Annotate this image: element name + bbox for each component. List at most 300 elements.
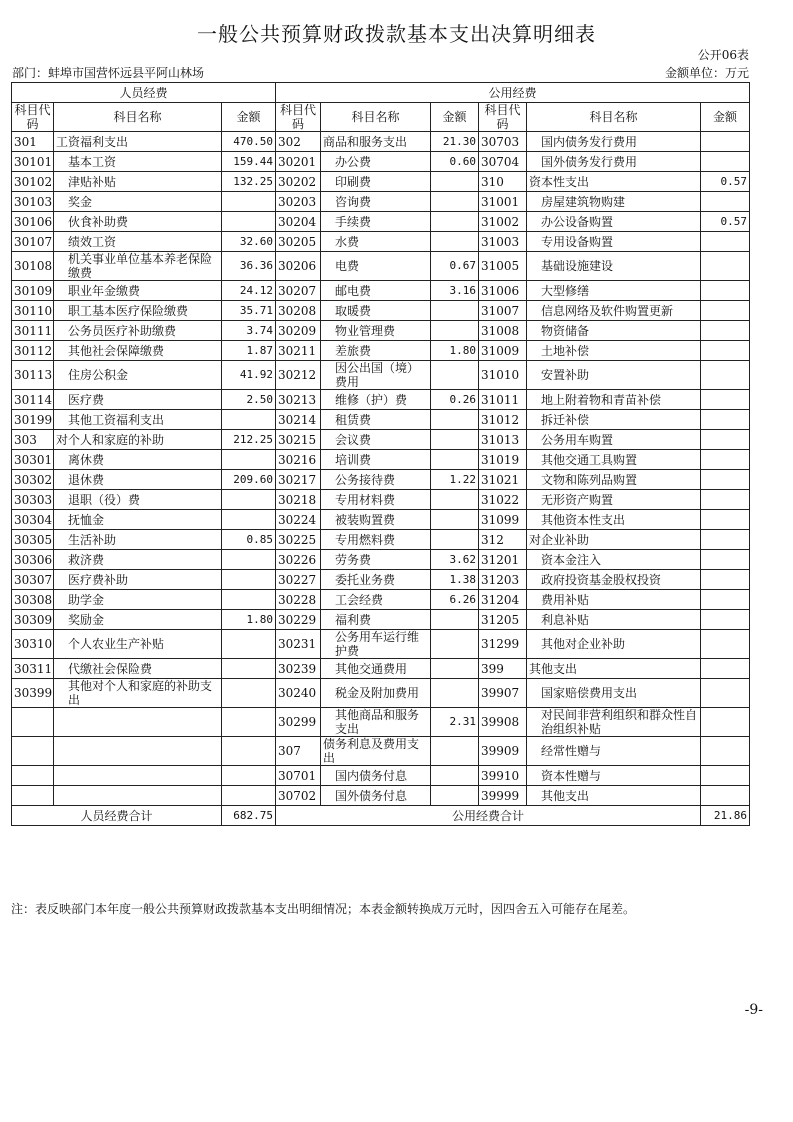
header-code: 科目代码 [276, 103, 321, 132]
row-code: 30213 [276, 390, 321, 410]
row-name: 租赁费 [321, 410, 431, 430]
row-amount [431, 361, 479, 390]
row-amount [431, 301, 479, 321]
row-code: 312 [479, 530, 527, 550]
row-name: 其他工资福利支出 [54, 410, 222, 430]
row-code: 301 [12, 132, 54, 152]
row-name: 培训费 [321, 450, 431, 470]
row-name: 抚恤金 [54, 510, 222, 530]
table-row [12, 659, 750, 679]
total-personnel-label: 人员经费合计 [12, 806, 222, 826]
row-name [54, 786, 222, 806]
table-row [12, 301, 750, 321]
row-name: 伙食补助费 [54, 212, 222, 232]
table-row [12, 152, 750, 172]
header-code: 科目代码 [479, 103, 527, 132]
table-number: 公开06表 [697, 48, 749, 62]
row-code: 30112 [12, 341, 54, 361]
table-row [12, 550, 750, 570]
row-code: 31006 [479, 281, 527, 301]
row-amount [431, 450, 479, 470]
section-public: 公用经费 [276, 83, 750, 103]
row-name: 政府投资基金股权投资 [527, 570, 701, 590]
row-amount [701, 530, 750, 550]
row-name: 商品和服务支出 [321, 132, 431, 152]
row-name: 办公设备购置 [527, 212, 701, 232]
page-title: 一般公共预算财政拨款基本支出决算明细表 [197, 22, 596, 46]
row-code: 30228 [276, 590, 321, 610]
table-row [12, 252, 750, 281]
row-name: 被装购置费 [321, 510, 431, 530]
row-code: 30226 [276, 550, 321, 570]
total-public-amount: 21.86 [701, 806, 750, 826]
row-name: 职工基本医疗保险缴费 [54, 301, 222, 321]
row-name: 机关事业单位基本养老保险缴费 [54, 252, 222, 281]
row-amount [222, 570, 276, 590]
row-amount: 3.74 [222, 321, 276, 341]
row-name: 水费 [321, 232, 431, 252]
row-name: 职业年金缴费 [54, 281, 222, 301]
row-name [54, 737, 222, 766]
row-name: 对企业补助 [527, 530, 701, 550]
row-code: 30227 [276, 570, 321, 590]
section-personnel: 人员经费 [12, 83, 276, 103]
total-personnel-amount: 682.75 [222, 806, 276, 826]
row-amount [701, 766, 750, 786]
row-amount [222, 766, 276, 786]
row-amount [701, 361, 750, 390]
row-code: 30201 [276, 152, 321, 172]
row-code: 30113 [12, 361, 54, 390]
row-name: 会议费 [321, 430, 431, 450]
row-name: 住房公积金 [54, 361, 222, 390]
table-row [12, 192, 750, 212]
row-amount [701, 510, 750, 530]
row-amount [222, 708, 276, 737]
row-code: 30701 [276, 766, 321, 786]
table-row [12, 430, 750, 450]
row-amount: 21.30 [431, 132, 479, 152]
row-amount [222, 630, 276, 659]
row-code: 30218 [276, 490, 321, 510]
row-code: 30108 [12, 252, 54, 281]
row-code: 30212 [276, 361, 321, 390]
row-code: 31008 [479, 321, 527, 341]
table-row [12, 590, 750, 610]
row-code: 30309 [12, 610, 54, 630]
row-code: 30205 [276, 232, 321, 252]
table-row [12, 321, 750, 341]
row-code: 31010 [479, 361, 527, 390]
row-code: 31099 [479, 510, 527, 530]
row-name: 取暖费 [321, 301, 431, 321]
table-row [12, 570, 750, 590]
row-amount: 3.16 [431, 281, 479, 301]
row-name: 离休费 [54, 450, 222, 470]
row-code: 30310 [12, 630, 54, 659]
row-name: 资本性支出 [527, 172, 701, 192]
row-code: 303 [12, 430, 54, 450]
row-name: 其他支出 [527, 786, 701, 806]
row-amount [701, 659, 750, 679]
row-amount [431, 510, 479, 530]
row-name [54, 708, 222, 737]
row-code: 30109 [12, 281, 54, 301]
row-amount [701, 708, 750, 737]
row-code: 30217 [276, 470, 321, 490]
row-code: 30110 [12, 301, 54, 321]
row-code: 30702 [276, 786, 321, 806]
department-label: 部门：蚌埠市国营怀远县平阿山林场 [12, 66, 205, 80]
table-row [12, 737, 750, 766]
row-amount: 2.50 [222, 390, 276, 410]
row-amount: 132.25 [222, 172, 276, 192]
table-body [12, 132, 750, 806]
row-amount [222, 212, 276, 232]
row-amount: 212.25 [222, 430, 276, 450]
table-row [12, 390, 750, 410]
row-amount [701, 450, 750, 470]
row-amount [431, 766, 479, 786]
row-name: 国外债务付息 [321, 786, 431, 806]
row-amount: 1.87 [222, 341, 276, 361]
row-amount: 209.60 [222, 470, 276, 490]
row-name: 专用燃料费 [321, 530, 431, 550]
row-amount [701, 390, 750, 410]
row-code: 30307 [12, 570, 54, 590]
row-name: 其他对个人和家庭的补助支出 [54, 679, 222, 708]
row-amount [431, 212, 479, 232]
row-code: 39910 [479, 766, 527, 786]
row-code: 39907 [479, 679, 527, 708]
row-name: 福利费 [321, 610, 431, 630]
row-name: 医疗费补助 [54, 570, 222, 590]
row-name: 国内债务付息 [321, 766, 431, 786]
row-code: 31022 [479, 490, 527, 510]
row-name: 其他交通工具购置 [527, 450, 701, 470]
row-amount: 0.26 [431, 390, 479, 410]
row-amount: 470.50 [222, 132, 276, 152]
table-row [12, 630, 750, 659]
row-code: 31012 [479, 410, 527, 430]
row-name: 手续费 [321, 212, 431, 232]
row-name: 其他对企业补助 [527, 630, 701, 659]
row-amount [431, 786, 479, 806]
row-code: 31007 [479, 301, 527, 321]
row-amount [222, 659, 276, 679]
row-code: 30303 [12, 490, 54, 510]
row-name: 专用材料费 [321, 490, 431, 510]
table-row [12, 361, 750, 390]
row-code: 31001 [479, 192, 527, 212]
row-name: 绩效工资 [54, 232, 222, 252]
row-code: 30239 [276, 659, 321, 679]
row-amount [431, 630, 479, 659]
row-amount: 6.26 [431, 590, 479, 610]
row-amount [431, 659, 479, 679]
row-code: 30207 [276, 281, 321, 301]
row-name: 国内债务发行费用 [527, 132, 701, 152]
row-name: 办公费 [321, 152, 431, 172]
row-name: 退休费 [54, 470, 222, 490]
header-amount: 金额 [701, 103, 750, 132]
row-amount [431, 430, 479, 450]
row-name: 公务接待费 [321, 470, 431, 490]
table-row [12, 490, 750, 510]
row-code: 39999 [479, 786, 527, 806]
row-amount: 159.44 [222, 152, 276, 172]
row-code: 30111 [12, 321, 54, 341]
row-name: 房屋建筑物购建 [527, 192, 701, 212]
row-name: 地上附着物和青苗补偿 [527, 390, 701, 410]
row-name: 对民间非营利组织和群众性自治组织补贴 [527, 708, 701, 737]
table-row [12, 132, 750, 152]
row-amount [222, 737, 276, 766]
row-amount [701, 786, 750, 806]
row-code [12, 708, 54, 737]
row-amount [222, 590, 276, 610]
row-amount [222, 450, 276, 470]
row-code: 30399 [12, 679, 54, 708]
row-name: 津贴补贴 [54, 172, 222, 192]
row-name: 文物和陈列品购置 [527, 470, 701, 490]
row-amount [431, 410, 479, 430]
table-row [12, 766, 750, 786]
row-code: 30203 [276, 192, 321, 212]
row-code: 31019 [479, 450, 527, 470]
row-code: 30299 [276, 708, 321, 737]
row-code [12, 737, 54, 766]
row-code: 31204 [479, 590, 527, 610]
row-amount [431, 172, 479, 192]
row-amount [222, 410, 276, 430]
table-row [12, 610, 750, 630]
table-row [12, 281, 750, 301]
row-amount [701, 132, 750, 152]
row-code: 30211 [276, 341, 321, 361]
row-name: 债务利息及费用支出 [321, 737, 431, 766]
row-amount [701, 570, 750, 590]
row-amount [701, 281, 750, 301]
row-amount [701, 252, 750, 281]
table-row [12, 530, 750, 550]
total-public-label: 公用经费合计 [276, 806, 701, 826]
row-amount [222, 510, 276, 530]
row-code: 31002 [479, 212, 527, 232]
row-name: 生活补助 [54, 530, 222, 550]
row-name: 土地补偿 [527, 341, 701, 361]
row-name [54, 766, 222, 786]
row-amount: 32.60 [222, 232, 276, 252]
row-name: 公务用车购置 [527, 430, 701, 450]
row-amount [701, 630, 750, 659]
row-amount [222, 192, 276, 212]
row-name: 物资储备 [527, 321, 701, 341]
row-code: 30302 [12, 470, 54, 490]
row-code: 30208 [276, 301, 321, 321]
row-name: 因公出国（境）费用 [321, 361, 431, 390]
table-row [12, 679, 750, 708]
row-code: 30224 [276, 510, 321, 530]
row-amount [431, 737, 479, 766]
row-amount: 0.60 [431, 152, 479, 172]
row-code: 30215 [276, 430, 321, 450]
header-code: 科目代码 [12, 103, 54, 132]
row-name: 印刷费 [321, 172, 431, 192]
row-name: 安置补助 [527, 361, 701, 390]
row-code: 310 [479, 172, 527, 192]
table-row [12, 341, 750, 361]
row-code: 30301 [12, 450, 54, 470]
row-name: 专用设备购置 [527, 232, 701, 252]
header-name: 科目名称 [321, 103, 431, 132]
row-amount [431, 679, 479, 708]
row-name: 大型修缮 [527, 281, 701, 301]
row-name: 利息补贴 [527, 610, 701, 630]
row-name: 无形资产购置 [527, 490, 701, 510]
row-name: 工资福利支出 [54, 132, 222, 152]
row-code: 30308 [12, 590, 54, 610]
row-amount [431, 232, 479, 252]
row-name: 费用补贴 [527, 590, 701, 610]
row-code: 30225 [276, 530, 321, 550]
row-name: 奖励金 [54, 610, 222, 630]
row-amount [701, 232, 750, 252]
row-name: 其他支出 [527, 659, 701, 679]
row-amount [701, 737, 750, 766]
row-amount [222, 679, 276, 708]
row-name: 公务员医疗补助缴费 [54, 321, 222, 341]
row-amount [701, 152, 750, 172]
row-name: 资本性赠与 [527, 766, 701, 786]
row-code: 30305 [12, 530, 54, 550]
row-amount: 1.38 [431, 570, 479, 590]
row-name: 医疗费 [54, 390, 222, 410]
row-amount: 0.85 [222, 530, 276, 550]
table-row [12, 450, 750, 470]
row-code: 30231 [276, 630, 321, 659]
row-code [12, 766, 54, 786]
expenditure-table [11, 82, 750, 826]
row-name: 电费 [321, 252, 431, 281]
row-name: 经常性赠与 [527, 737, 701, 766]
header-name: 科目名称 [54, 103, 222, 132]
row-name: 劳务费 [321, 550, 431, 570]
row-amount [701, 610, 750, 630]
table-row [12, 708, 750, 737]
row-code: 30204 [276, 212, 321, 232]
row-code: 30216 [276, 450, 321, 470]
row-name: 国外债务发行费用 [527, 152, 701, 172]
row-amount [222, 490, 276, 510]
row-amount [701, 550, 750, 570]
row-name: 拆迁补偿 [527, 410, 701, 430]
row-code: 31003 [479, 232, 527, 252]
row-amount: 1.22 [431, 470, 479, 490]
table-row [12, 232, 750, 252]
row-amount: 35.71 [222, 301, 276, 321]
row-code: 30103 [12, 192, 54, 212]
row-code: 30703 [479, 132, 527, 152]
row-amount [701, 430, 750, 450]
row-name: 税金及附加费用 [321, 679, 431, 708]
row-name: 工会经费 [321, 590, 431, 610]
row-name: 国家赔偿费用支出 [527, 679, 701, 708]
table-row [12, 510, 750, 530]
row-name: 助学金 [54, 590, 222, 610]
row-name: 邮电费 [321, 281, 431, 301]
row-name: 个人农业生产补贴 [54, 630, 222, 659]
row-name: 资本金注入 [527, 550, 701, 570]
row-amount [701, 321, 750, 341]
row-amount [431, 610, 479, 630]
row-amount [431, 321, 479, 341]
row-code: 30202 [276, 172, 321, 192]
row-code: 30209 [276, 321, 321, 341]
row-amount [222, 550, 276, 570]
row-name: 差旅费 [321, 341, 431, 361]
row-amount [701, 490, 750, 510]
row-amount [701, 192, 750, 212]
row-name: 基本工资 [54, 152, 222, 172]
row-amount [701, 590, 750, 610]
header-amount: 金额 [431, 103, 479, 132]
row-amount [701, 301, 750, 321]
header-amount: 金额 [222, 103, 276, 132]
row-amount: 0.57 [701, 172, 750, 192]
row-code: 30704 [479, 152, 527, 172]
table-row [12, 212, 750, 232]
row-name: 其他社会保障缴费 [54, 341, 222, 361]
row-code: 30304 [12, 510, 54, 530]
page-number: -9- [744, 1002, 763, 1018]
row-name: 其他资本性支出 [527, 510, 701, 530]
row-name: 委托业务费 [321, 570, 431, 590]
row-code: 31203 [479, 570, 527, 590]
row-code: 30214 [276, 410, 321, 430]
row-amount: 1.80 [222, 610, 276, 630]
row-name: 其他商品和服务支出 [321, 708, 431, 737]
table-row [12, 172, 750, 192]
row-code: 30311 [12, 659, 54, 679]
row-code: 31205 [479, 610, 527, 630]
row-code: 30306 [12, 550, 54, 570]
row-name: 代缴社会保险费 [54, 659, 222, 679]
row-amount: 1.80 [431, 341, 479, 361]
row-code: 30114 [12, 390, 54, 410]
row-amount [222, 786, 276, 806]
table-row [12, 786, 750, 806]
row-name: 退职（役）费 [54, 490, 222, 510]
row-amount: 36.36 [222, 252, 276, 281]
row-amount: 2.31 [431, 708, 479, 737]
row-amount: 3.62 [431, 550, 479, 570]
row-name: 咨询费 [321, 192, 431, 212]
row-code [12, 786, 54, 806]
row-amount: 41.92 [222, 361, 276, 390]
unit-label: 金额单位：万元 [664, 66, 749, 80]
row-amount [431, 490, 479, 510]
row-code: 302 [276, 132, 321, 152]
row-amount: 24.12 [222, 281, 276, 301]
row-code: 31011 [479, 390, 527, 410]
row-name: 其他交通费用 [321, 659, 431, 679]
row-code: 31013 [479, 430, 527, 450]
row-code: 307 [276, 737, 321, 766]
header-name: 科目名称 [527, 103, 701, 132]
row-name: 对个人和家庭的补助 [54, 430, 222, 450]
row-code: 39909 [479, 737, 527, 766]
